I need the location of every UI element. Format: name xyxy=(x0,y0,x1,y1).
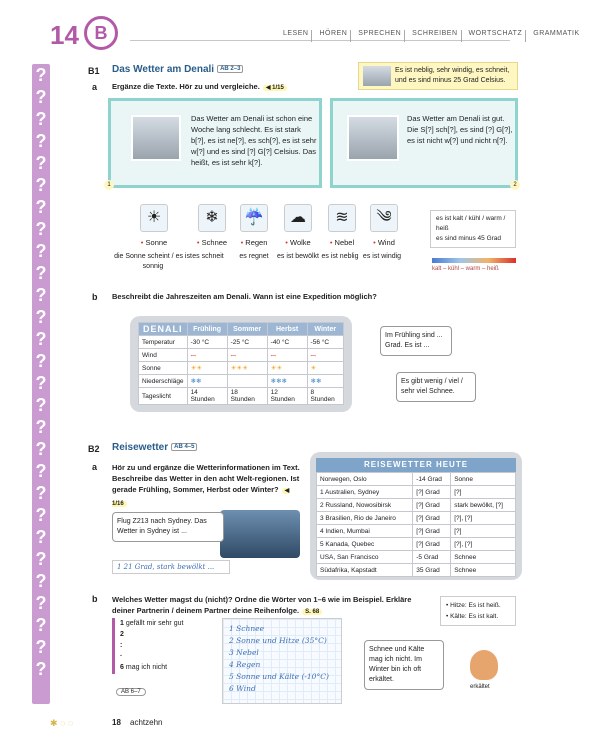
sick-person-illustration xyxy=(470,650,498,680)
temperature-scale-bar xyxy=(432,258,516,263)
skill-wortschatz: WORTSCHATZ xyxy=(466,30,527,42)
temperature-scale-label: kalt – kühl – warm – heiß xyxy=(432,266,499,272)
b1a-instruction: Ergänze die Texte. Hör zu und vergleiche. ◀ 1/15 xyxy=(112,82,287,91)
rank-arrow xyxy=(112,618,115,674)
text-panel-2 xyxy=(330,98,518,188)
table-row: USA, San Francisco -5 Grad Schnee xyxy=(317,551,516,564)
temperature-note: es ist kalt / kühl / warm / heiß es sind minus 45 Grad xyxy=(430,210,516,248)
reisewetter-title: REISEWETTER HEUTE xyxy=(316,458,516,472)
page-ref: S. 68 xyxy=(302,609,322,615)
audio-tag: ◀ 1/15 xyxy=(263,85,287,91)
b1b-instruction: Beschreibt die Jahreszeiten am Denali. Wann ist eine Expedition möglich? xyxy=(112,292,377,301)
table-row: Sonne ☀☀ ☀☀☀ ☀☀ ☀ xyxy=(139,362,344,375)
reisewetter-frame xyxy=(310,452,522,580)
lesson-number: 14 xyxy=(50,20,79,50)
erkaeltet-caption: erkältet xyxy=(470,684,490,690)
sidebar-decoration: ? ? ? ? ? ? ? ? ? ? ? ? ? ? ? ? ? ? ? ? ? ? ? ? ? ? ? ? xyxy=(32,64,50,704)
tip-box: Es ist neblig, sehr windig, es schneit, und es sind minus 25 Grad Celsius. xyxy=(358,62,518,90)
table-row: 3 Brasilien, Rio de Janeiro [?] Grad [?], [?] xyxy=(317,512,516,525)
audio-tag: ◀ 1/16 xyxy=(112,488,290,507)
weather-sub-schnee: es schneit xyxy=(192,253,224,260)
rank-list xyxy=(120,618,183,673)
weather-label-nebel: • Nebel xyxy=(329,238,355,247)
weather-label-sonne: • Sonne xyxy=(140,238,168,247)
fog-icon: ≋ xyxy=(328,204,356,232)
table-title: DENALI xyxy=(139,323,188,336)
season-spring: Frühling xyxy=(187,323,227,336)
rank-item: · xyxy=(120,653,123,660)
table-row: 5 Kanada, Quebec [?] Grad [?], [?] xyxy=(317,538,516,551)
speech-bubble-2: Es gibt wenig / viel / sehr viel Schnee. xyxy=(396,372,476,402)
hitze-kaelte-note: • Hitze: Es ist heiß. • Kälte: Es ist kalt. xyxy=(440,596,516,626)
table-row: 4 Indien, Mumbai [?] Grad [?] xyxy=(317,525,516,538)
season-summer: Sommer xyxy=(227,323,267,336)
example-answer: 1 21 Grad, stark bewölkt ... xyxy=(112,560,230,574)
panel-number-2: 2 xyxy=(510,180,520,190)
table-row: 2 Russland, Nowosibirsk [?] Grad stark bewölkt, [?] xyxy=(317,499,516,512)
table-row: Wind ꟷ ꟷ ꟷ ꟷ xyxy=(139,349,344,362)
b1a-label: a xyxy=(92,82,98,92)
ab-ref: AB 2–3 xyxy=(217,65,243,73)
table-row: Norwegen, Oslo -14 Grad Sonne xyxy=(317,473,516,486)
weather-sub-nebel: es ist neblig xyxy=(321,253,359,260)
footer-page-word: achtzehn xyxy=(130,718,163,727)
weather-sub-regen: es regnet xyxy=(239,253,269,260)
b2-number: B2 xyxy=(88,444,100,454)
table-row: Südafrika, Kapstadt 35 Grad Schnee xyxy=(317,564,516,577)
cockpit-illustration xyxy=(220,510,300,558)
table-row: Niederschläge ❄❄ ❄❄❄ ❄❄ xyxy=(139,375,344,388)
skill-schreiben: SCHREIBEN xyxy=(409,30,461,42)
table-row: 1 Australien, Sydney [?] Grad [?] xyxy=(317,486,516,499)
section-badge: B xyxy=(84,16,118,50)
skill-grammatik: GRAMMATIK xyxy=(533,30,580,37)
denali-table-frame xyxy=(130,316,352,412)
table-row: Temperatur -30 °C -25 °C -40 °C -56 °C xyxy=(139,336,344,349)
wind-icon: ༄ xyxy=(370,204,398,232)
ab-ref-bottom: AB 6–7 xyxy=(116,688,146,696)
flight-speech: Flug Z213 nach Sydney. Das Wetter in Sydney ist ... xyxy=(112,512,224,542)
speech-bubble-cold: Schnee und Kälte mag ich nicht. Im Winter bin ich oft erkältet. xyxy=(364,640,444,690)
ab-ref: AB 4–5 xyxy=(171,443,197,451)
weather-sub-wind: es ist windig xyxy=(362,253,402,260)
rank-item: 6 mag ich nicht xyxy=(120,664,168,671)
cloud-icon: ☁ xyxy=(284,204,312,232)
b2a-label: a xyxy=(92,462,98,472)
notebook-ranking: 1 Schnee 2 Sonne und Hitze (35°C) 3 Nebel 4 Regen 5 Sonne und Kälte (-10°C) 6 Wind xyxy=(222,618,342,704)
weather-sub-wolke: es ist bewölkt xyxy=(276,253,320,260)
table-row: Tageslicht 14 Stunden 18 Stunden 12 Stunden 8 Stunden xyxy=(139,388,344,405)
weather-label-wind: • Wind xyxy=(373,238,395,247)
b1-title: Das Wetter am Denali AB 2–3 xyxy=(112,64,243,75)
rain-icon: ☔ xyxy=(240,204,268,232)
speech-bubble-1: Im Frühling sind ... Grad. Es ist ... xyxy=(380,326,452,356)
b2b-instruction: Welches Wetter magst du (nicht)? Ordne die Wörter von 1–6 wie im Beispiel. Erkläre deiner Partnerin / deinem Partner deine Reihenfolge. S. 68 xyxy=(112,595,412,615)
denali-photo-good xyxy=(347,115,399,161)
season-winter: Winter xyxy=(307,323,343,336)
denali-photo-bad xyxy=(131,115,181,161)
denali-table xyxy=(138,322,344,405)
lightbulb-icons: ✱ ◌ ◌ xyxy=(50,718,74,728)
skill-sprechen: SPRECHEN xyxy=(355,30,405,42)
b1b-label: b xyxy=(92,292,98,302)
rank-item: 1 gefällt mir sehr gut xyxy=(120,620,184,627)
sun-icon: ☀ xyxy=(140,204,168,232)
rank-item: : xyxy=(120,642,123,649)
b2-title: Reisewetter AB 4–5 xyxy=(112,442,197,453)
snow-icon: ❄ xyxy=(198,204,226,232)
b2a-instruction: Hör zu und ergänze die Wetterinformationen im Text. Beschreibe das Wetter in den acht Welt-regionen. Ist gerade Frühling, Sommer, Herbst oder Winter? ◀ 1/16 xyxy=(112,463,300,507)
gap-text-1: Das Wetter am Denali ist schon eine Woche lang schlecht. Es ist stark b[?], es ist ne[?], es sch[?], es ist sehr w[?] und es sind [?] G[?] Celsius. Das heißt, es ist sehr k[?]. xyxy=(191,114,317,167)
skill-lesen: LESEN xyxy=(280,30,312,42)
weather-label-regen: • Regen xyxy=(240,238,268,247)
season-autumn: Herbst xyxy=(267,323,307,336)
footer-page-number: 18 xyxy=(112,718,121,727)
skill-hoeren: HÖREN xyxy=(316,30,351,42)
weather-sub-sonne: die Sonne scheint / es ist sonnig xyxy=(114,253,192,270)
weather-label-wolke: • Wolke xyxy=(285,238,311,247)
panel-number-1: 1 xyxy=(104,180,114,190)
text-panel-1 xyxy=(108,98,322,188)
rank-item: 2 xyxy=(120,631,124,638)
reisewetter-table xyxy=(316,472,516,577)
skills-bar xyxy=(280,30,583,42)
b1-number: B1 xyxy=(88,66,100,76)
weather-label-schnee: • Schnee xyxy=(196,238,228,247)
gap-text-2: Das Wetter am Denali ist gut. Die S[?] sch[?], es sind [?] G[?], es ist nicht w[?] und nicht n[?]. xyxy=(407,114,513,145)
b2b-label: b xyxy=(92,594,98,604)
tip-photo xyxy=(363,66,391,86)
